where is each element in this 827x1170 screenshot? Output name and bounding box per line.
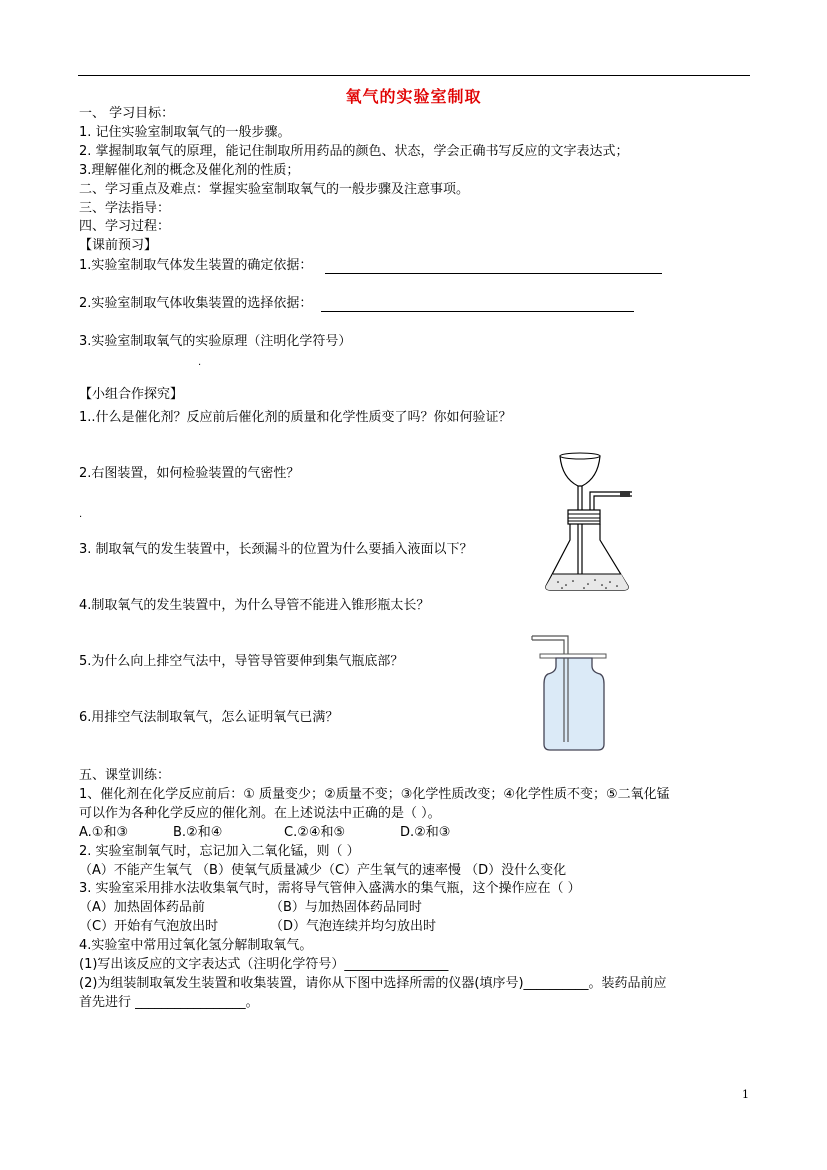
group-heading: 【小组合作探究】: [79, 387, 184, 402]
group-q1: 1..什么是催化剂？反应前后催化剂的质量和化学性质变了吗？你如何验证？: [79, 410, 512, 425]
group-q5: 5.为什么向上排空气法中，导管导管要伸到集气瓶底部？: [79, 654, 404, 669]
flask-apparatus-figure: [540, 448, 650, 594]
q3-option-a: （A）加热固体药品前: [79, 900, 205, 915]
section1-heading: 一、 学习目标：: [79, 106, 175, 121]
group-q6: 6.用排空气法制取氧气，怎么证明氧气已满？: [79, 710, 339, 725]
practice-q4-1: (1)写出该反应的文字表达式（注明化学符号）________________: [79, 957, 449, 972]
preview-q2: [79, 296, 634, 312]
preview-q1-blank: [325, 259, 662, 274]
page-number: 1: [742, 1088, 749, 1101]
page-title: 氧气的实验室制取: [345, 87, 482, 106]
header-rule: [78, 75, 750, 76]
practice-q2-options: （A）不能产生氧气 （B）使氧气质量减少（C）产生氧气的速率慢 （D）没什么变化: [79, 863, 567, 878]
q3-option-c: （C）开始有气泡放出时: [79, 919, 219, 934]
goal-3: 3.理解催化剂的概念及催化剂的性质；: [79, 163, 300, 178]
preview-heading: 【课前预习】: [79, 238, 158, 253]
practice-q1-line1: 1、催化剂在化学反应前后：① 质量变少；②质量不变；③化学性质改变；④化学性质不变；⑤二氧化锰: [79, 787, 670, 802]
group-q2: 2.右图装置，如何检验装置的气密性？: [79, 466, 300, 481]
group-q3: 3. 制取氧气的发生装置中，长颈漏斗的位置为什么要插入液面以下？: [79, 542, 473, 557]
q1-option-d: D.②和③: [400, 825, 451, 840]
preview-q1-text: 1.实验室制取气体发生装置的确定依据：: [79, 258, 313, 273]
q3-option-b: （B）与加热固体药品同时: [270, 900, 422, 915]
section4-text: 四、学习过程：: [79, 219, 171, 234]
section3-text: 三、学法指导：: [79, 201, 171, 216]
practice-q4-2-line2: 首先进行 _________________。: [79, 995, 259, 1010]
practice-q1-line2: 可以作为各种化学反应的催化剂。在上述说法中正确的是（ ）。: [79, 806, 441, 821]
q3-option-d: （D）气泡连续并均匀放出时: [270, 919, 437, 934]
preview-q2-blank: [321, 297, 634, 312]
group-q4: 4.制取氧气的发生装置中，为什么导管不能进入锥形瓶太长？: [79, 598, 430, 613]
q1-option-b: B.②和④: [173, 825, 223, 840]
stray-dot: ·: [198, 360, 202, 371]
preview-q3: 3.实验室制取氧气的实验原理（注明化学符号）: [79, 334, 352, 349]
practice-q2: 2. 实验室制氧气时，忘记加入二氧化锰，则（ ）: [79, 844, 360, 859]
practice-q3: 3. 实验室采用排水法收集氧气时，需将导气管伸入盛满水的集气瓶，这个操作应在（ ）: [79, 881, 581, 896]
gas-bottle-figure: [528, 630, 610, 752]
q1-option-c: C.②④和⑤: [284, 825, 346, 840]
preview-q2-text: 2.实验室制取气体收集装置的选择依据：: [79, 296, 313, 311]
goal-1: 1. 记住实验室制取氧气的一般步骤。: [79, 125, 291, 140]
practice-q4: 4.实验室中常用过氧化氢分解制取氧气。: [79, 938, 313, 953]
goal-2: 2. 掌握制取氧气的原理，能记住制取所用药品的颜色、状态，学会正确书写反应的文字表达式；: [79, 144, 629, 159]
section2-text: 二、学习重点及难点：掌握实验室制取氧气的一般步骤及注意事项。: [79, 182, 470, 197]
q1-option-a: A.①和③: [79, 825, 129, 840]
stray-dot-2: ·: [79, 512, 83, 523]
preview-q1: [79, 258, 662, 274]
practice-q4-2-line1: (2)为组装制取氧发生装置和收集装置，请你从下图中选择所需的仪器(填序号)__________。装药品前应: [79, 976, 667, 991]
practice-heading: 五、课堂训练：: [79, 768, 171, 783]
